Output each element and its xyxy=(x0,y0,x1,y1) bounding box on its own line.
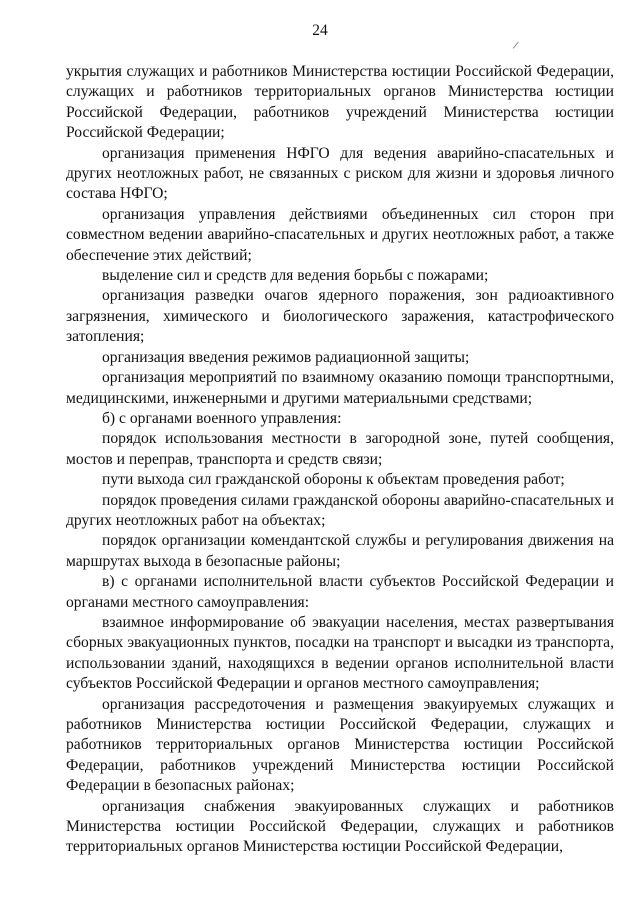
paragraph: организация введения режимов радиационной защиты; xyxy=(102,348,470,366)
paragraph: взаимное информирование об эвакуации населения, местах развертывания сборных эвакуационных пунктов, посадки на транспорт и высадки из транспорта, использовании зданий, находящихся в ведении органов исполнительной власти субъектов Российской Федерации и органов местного самоуправления; xyxy=(66,613,614,693)
paragraph: организация управления действиями объединенных сил сторон при совместном ведении аварийно-спасательных и других неотложных работ, а также обеспечение этих действий; xyxy=(66,205,614,264)
section-heading-b: б) с органами военного управления: xyxy=(102,409,342,427)
document-body xyxy=(66,62,614,858)
section-heading-v: в) с органами исполнительной власти субъектов Российской Федерации и органами местного самоуправления: xyxy=(66,573,614,611)
paragraph-continuation: укрытия служащих и работников Министерства юстиции Российской Федерации, служащих и работников территориальных органов Министерства юстиции Российской Федерации, работников учреждений Министерства юстиции Российской Федерации; xyxy=(66,63,614,142)
paragraph: организация снабжения эвакуированных служащих и работников Министерства юстиции Российской Федерации, служащих и работников территориальных органов Министерства юстиции Российской Федерации, xyxy=(66,797,614,856)
paragraph: выделение сил и средств для ведения борьбы с пожарами; xyxy=(102,267,489,285)
paragraph: порядок организации комендантской службы и регулирования движения на маршрутах выхода в безопасные районы; xyxy=(66,532,614,570)
scan-mark: / xyxy=(511,37,520,53)
paragraph: пути выхода сил гражданской обороны к объектам проведения работ; xyxy=(102,471,565,489)
paragraph: порядок использования местности в загородной зоне, путей сообщения, мостов и переправ, транспорта и средств связи; xyxy=(66,430,614,468)
paragraph: организация применения НФГО для ведения аварийно-спасательных и других неотложных работ, не связанных с риском для жизни и здоровья личного состава НФГО; xyxy=(66,144,614,203)
paragraph: организация мероприятий по взаимному оказанию помощи транспортными, медицинскими, инженерными и другими материальными средствами; xyxy=(66,369,614,407)
paragraph: организация разведки очагов ядерного поражения, зон радиоактивного загрязнения, химического и биологического заражения, катастрофического затопления; xyxy=(66,287,614,346)
paragraph: организация рассредоточения и размещения эвакуируемых служащих и работников Министерства юстиции Российской Федерации, служащих и работников территориальных органов Министерства юстиции Российской Федерации, работников учреждений Министерства юстиции Российской Федерации в безопасных районах; xyxy=(66,695,614,795)
page-number: 24 xyxy=(312,22,328,39)
paragraph: порядок проведения силами гражданской обороны аварийно-спасательных и других неотложных работ на объектах; xyxy=(66,491,614,529)
